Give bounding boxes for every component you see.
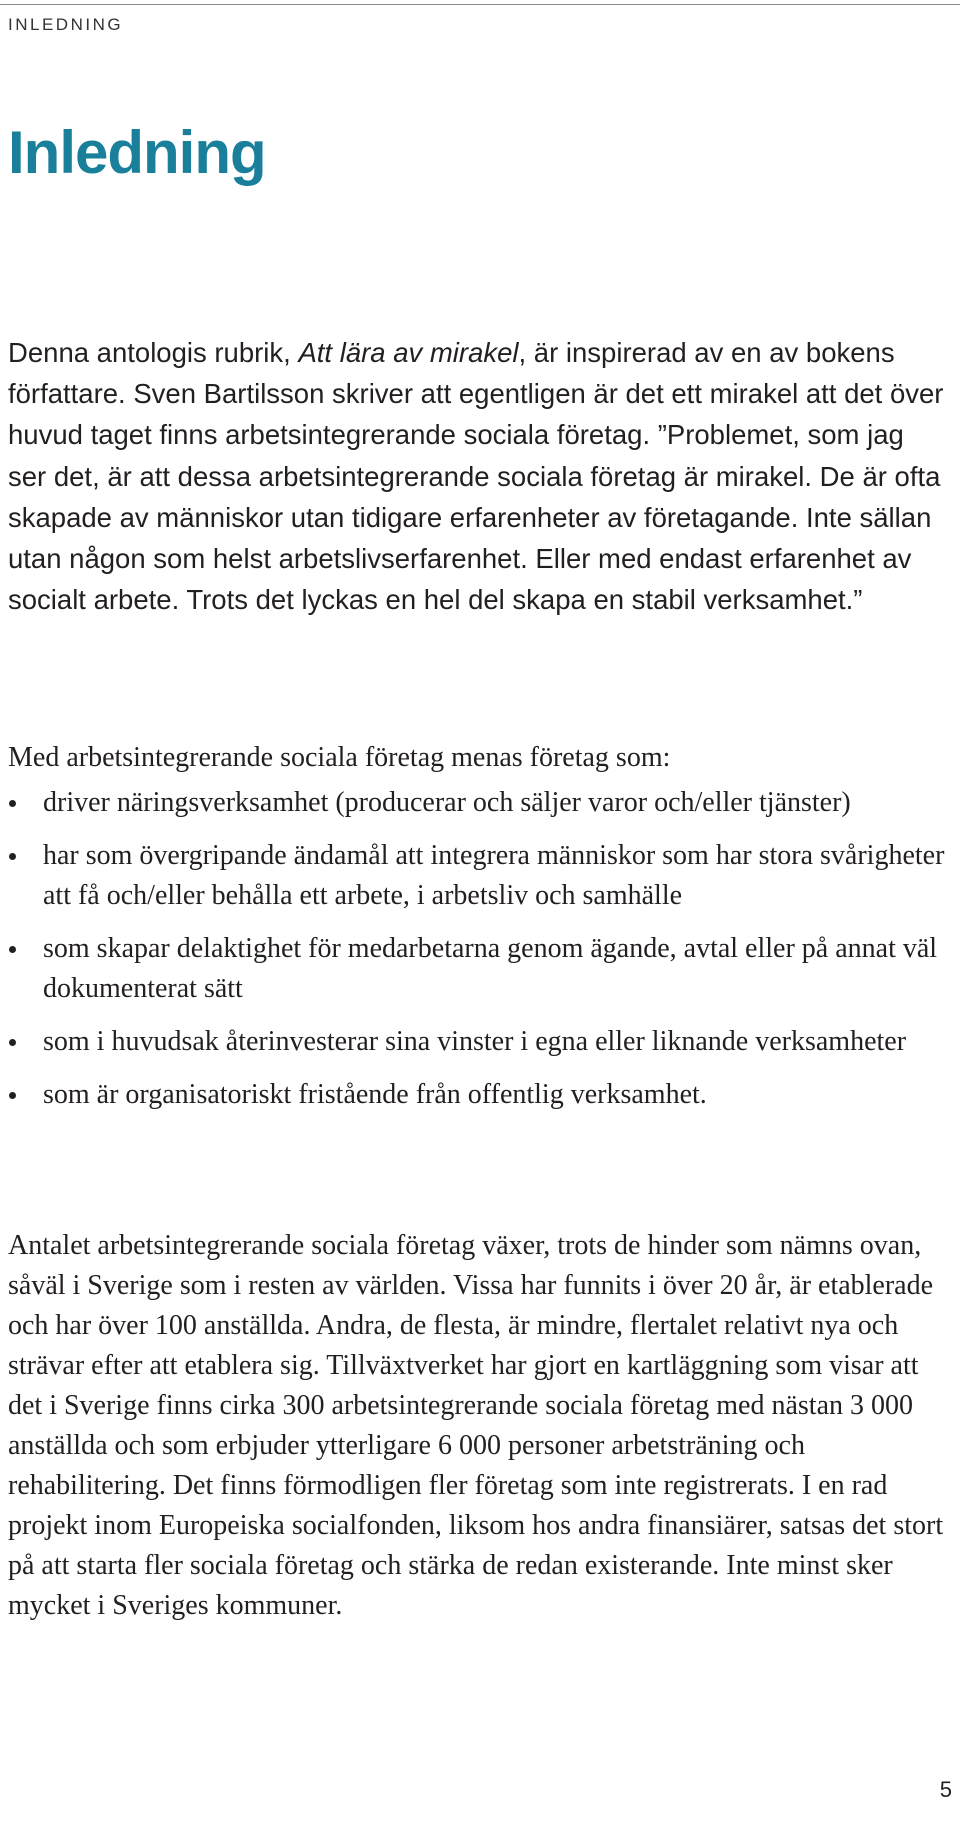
list-item	[8, 1022, 953, 1062]
body-paragraph: Antalet arbetsintegrerande sociala företag växer, trots de hinder som nämns ovan, såväl i Sverige som i resten av världen. Vissa har funnits i över 20 år, är etablerade och har över 100 anställda. Andra, de flesta, är mindre, flertalet relativt nya och strävar efter att etablera sig. Tillväxtverket har gjort en kartläggning som visar att det i Sverige finns cirka 300 arbetsintegrerande sociala företag med nästan 3 000 anställda och som erbjuder ytterligare 6 000 personer arbetsträning och rehabilitering. Det finns förmodligen fler företag som inte registrerats. I en rad projekt inom Europeiska socialfonden, liksom hos andra finansiärer, satsas det stort på att starta fler sociala företag och stärka de redan existerande. Inte minst sker mycket i Sveriges kommuner.	[8, 1230, 944, 1621]
page-number: 5	[939, 1777, 952, 1802]
list-item-text: driver näringsverksamhet (producerar och säljer varor och/eller tjänster)	[43, 787, 851, 818]
definition-lead: Med arbetsintegrerande sociala företag menas företag som:	[8, 742, 671, 773]
list-item	[8, 783, 953, 823]
intro-paragraph	[8, 332, 948, 620]
intro-text-2: , är inspirerad av en av bokens författare. Sven Bartilsson skriver att egentligen är det ett mirakel att det över huvud taget finns arbetsintegrerande sociala företag. ”Problemet, som jag ser det, är att dessa arbetsintegrerande sociala företag är mirakel. De är ofta skapade av människor utan tidigare erfarenheter av företagande. Inte sällan utan någon som helst arbetslivserfarenhet. Eller med endast erfarenhet av socialt arbete. Trots det lyckas en hel del skapa en stabil verksamhet.”	[8, 337, 944, 616]
header-rule	[0, 4, 960, 5]
bullet-icon	[9, 800, 16, 807]
list-item-text: som skapar delaktighet för medarbetarna genom ägande, avtal eller på annat väl dokumenterat sätt	[43, 933, 938, 1004]
intro-text-1: Denna antologis rubrik,	[8, 337, 299, 368]
bullet-icon	[9, 946, 16, 953]
bullet-icon	[9, 853, 16, 860]
book-title-italic: Att lära av mirakel	[298, 337, 519, 368]
list-item	[8, 836, 953, 916]
list-item	[8, 1075, 953, 1115]
list-item-text: som i huvudsak återinvesterar sina vinster i egna eller liknande verksamheter	[43, 1026, 907, 1057]
list-item-text: som är organisatoriskt fristående från offentlig verksamhet.	[43, 1079, 707, 1110]
running-head: INLEDNING	[8, 15, 124, 34]
bullet-icon	[9, 1039, 16, 1046]
bullet-icon	[9, 1092, 16, 1099]
definition-list	[8, 783, 953, 1128]
page-title: Inledning	[8, 119, 266, 186]
list-item	[8, 929, 953, 1009]
list-item-text: har som övergripande ändamål att integrera människor som har stora svårigheter att få och/eller behålla ett arbete, i arbetsliv och samhälle	[43, 840, 945, 911]
